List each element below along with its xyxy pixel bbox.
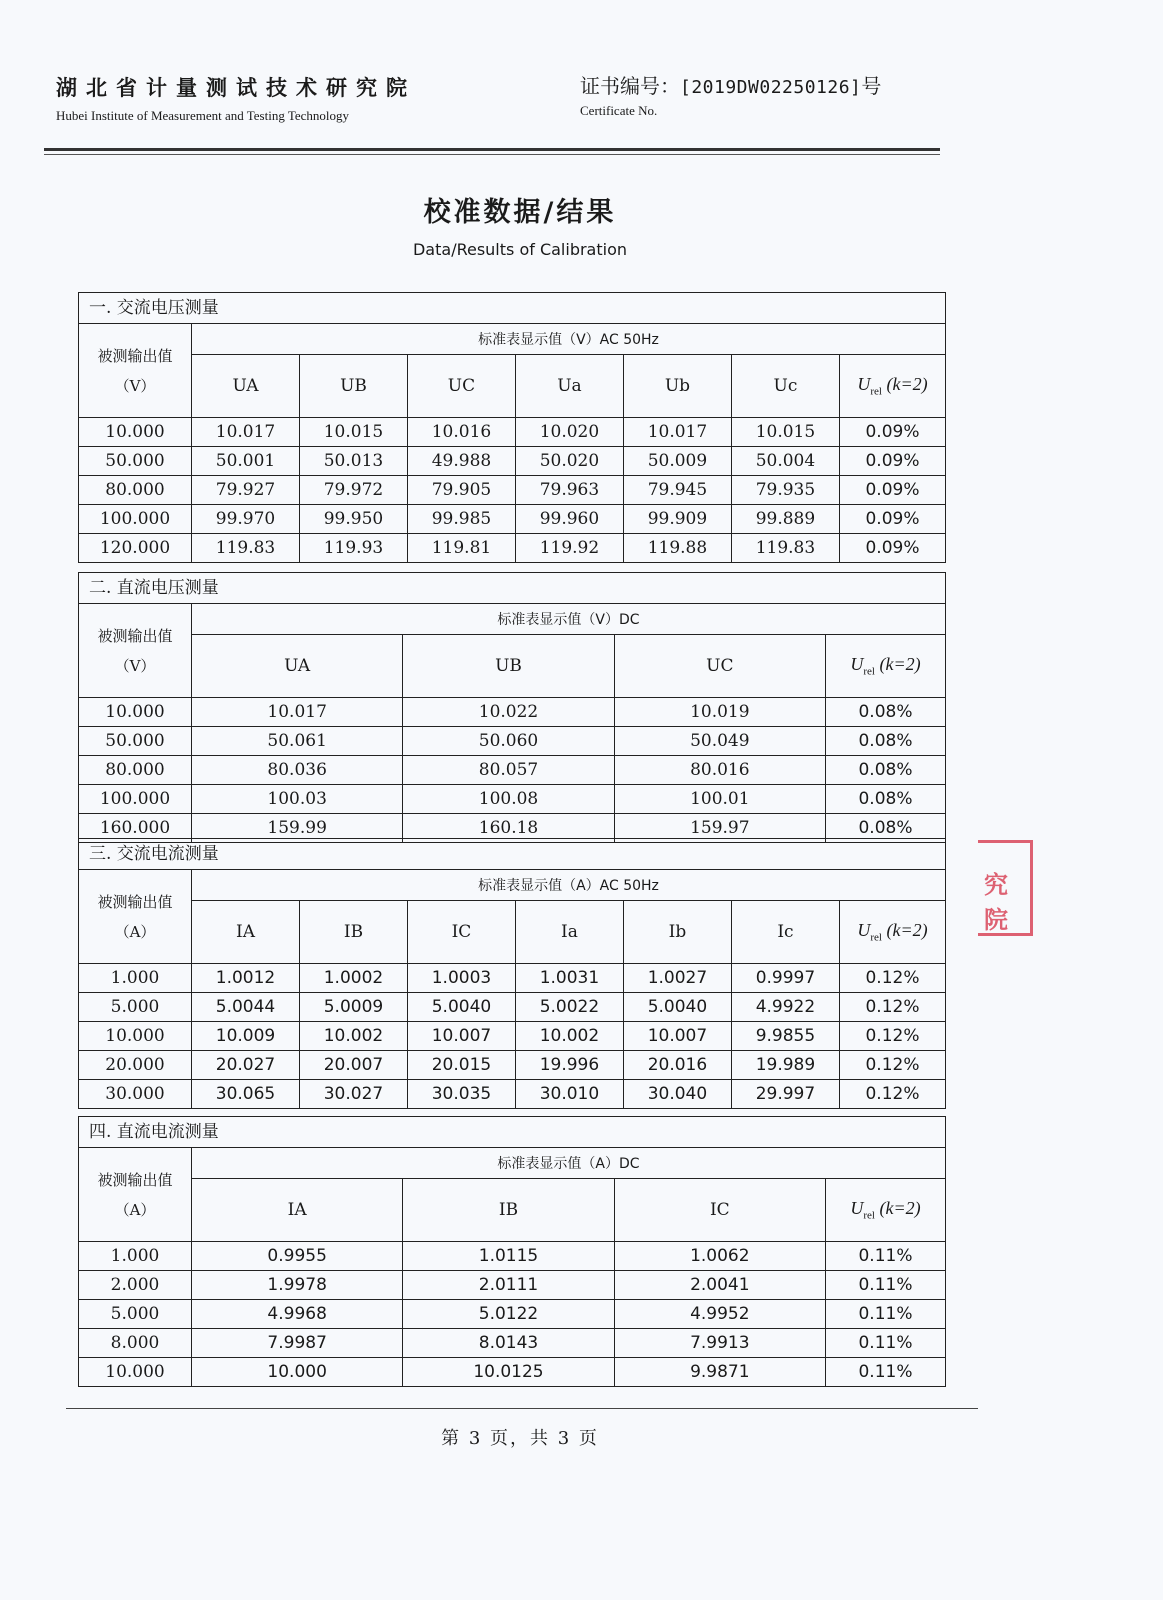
uncertainty-cell: 0.12% xyxy=(839,1080,945,1109)
reading-cell: 79.905 xyxy=(407,476,515,505)
row-header-cell: 被测输出值 （V） xyxy=(79,324,192,418)
reading-cell: 79.963 xyxy=(515,476,623,505)
reading-cell: 20.007 xyxy=(299,1051,407,1080)
reading-cell: 50.020 xyxy=(515,447,623,476)
reading-cell: 79.927 xyxy=(192,476,300,505)
nominal-value-cell: 30.000 xyxy=(79,1080,192,1109)
table-row xyxy=(79,1080,946,1109)
red-seal-stamp xyxy=(978,840,1033,936)
nominal-value-cell: 8.000 xyxy=(79,1329,192,1358)
reading-cell: 159.99 xyxy=(192,814,403,843)
reading-cell: 119.83 xyxy=(731,534,839,563)
column-header: UA xyxy=(192,635,403,698)
reading-cell: 10.002 xyxy=(299,1022,407,1051)
column-header: UB xyxy=(299,355,407,418)
ac-current-table xyxy=(78,869,946,1109)
reading-cell: 30.065 xyxy=(192,1080,300,1109)
reading-cell: 10.002 xyxy=(515,1022,623,1051)
reading-cell: 50.049 xyxy=(614,727,825,756)
reading-cell: 50.013 xyxy=(299,447,407,476)
reading-cell: 1.0002 xyxy=(299,964,407,993)
reading-cell: 5.0044 xyxy=(192,993,300,1022)
reading-cell: 10.022 xyxy=(403,698,614,727)
reading-cell: 80.057 xyxy=(403,756,614,785)
nominal-value-cell: 20.000 xyxy=(79,1051,192,1080)
column-header: UB xyxy=(403,635,614,698)
std-label: 标准表显示值（A）DC xyxy=(192,1148,946,1179)
column-header: IA xyxy=(192,901,300,964)
reading-cell: 10.017 xyxy=(623,418,731,447)
header-divider-thick xyxy=(44,148,940,151)
row-header-cell: 被测输出值 （A） xyxy=(79,870,192,964)
reading-cell: 50.004 xyxy=(731,447,839,476)
table-row xyxy=(79,476,946,505)
column-header: Ia xyxy=(515,901,623,964)
reading-cell: 99.960 xyxy=(515,505,623,534)
nominal-value-cell: 120.000 xyxy=(79,534,192,563)
urel-header: $U_{rel}$ (k=2) xyxy=(825,635,945,698)
reading-cell: 99.889 xyxy=(731,505,839,534)
reading-cell: 29.997 xyxy=(731,1080,839,1109)
uncertainty-cell: 0.12% xyxy=(839,1051,945,1080)
uncertainty-cell: 0.09% xyxy=(839,447,945,476)
reading-cell: 159.97 xyxy=(614,814,825,843)
reading-cell: 4.9922 xyxy=(731,993,839,1022)
reading-cell: 20.016 xyxy=(623,1051,731,1080)
nominal-value-cell: 5.000 xyxy=(79,993,192,1022)
section-dc-voltage xyxy=(78,572,946,843)
reading-cell: 5.0040 xyxy=(623,993,731,1022)
std-label: 标准表显示值（V）AC 50Hz xyxy=(192,324,946,355)
nominal-value-cell: 2.000 xyxy=(79,1271,192,1300)
nominal-value-cell: 50.000 xyxy=(79,727,192,756)
section-title: 四. 直流电流测量 xyxy=(78,1116,946,1147)
reading-cell: 5.0122 xyxy=(403,1300,614,1329)
reading-cell: 20.027 xyxy=(192,1051,300,1080)
nominal-value-cell: 100.000 xyxy=(79,505,192,534)
table-row xyxy=(79,993,946,1022)
uncertainty-cell: 0.08% xyxy=(825,727,945,756)
table-row xyxy=(79,505,946,534)
row-header-cell: 被测输出值 （A） xyxy=(79,1148,192,1242)
reading-cell: 80.016 xyxy=(614,756,825,785)
reading-cell: 10.017 xyxy=(192,418,300,447)
column-header: IC xyxy=(407,901,515,964)
column-header: Ic xyxy=(731,901,839,964)
uncertainty-cell: 0.08% xyxy=(825,785,945,814)
table-row xyxy=(79,1022,946,1051)
reading-cell: 119.83 xyxy=(192,534,300,563)
reading-cell: 2.0041 xyxy=(614,1271,825,1300)
reading-cell: 100.03 xyxy=(192,785,403,814)
reading-cell: 50.061 xyxy=(192,727,403,756)
reading-cell: 1.0027 xyxy=(623,964,731,993)
reading-cell: 1.9978 xyxy=(192,1271,403,1300)
reading-cell: 30.035 xyxy=(407,1080,515,1109)
column-header: UA xyxy=(192,355,300,418)
dc-current-table xyxy=(78,1147,946,1387)
uncertainty-cell: 0.11% xyxy=(825,1271,945,1300)
uncertainty-cell: 0.09% xyxy=(839,476,945,505)
uncertainty-cell: 0.09% xyxy=(839,418,945,447)
reading-cell: 30.027 xyxy=(299,1080,407,1109)
uncertainty-cell: 0.11% xyxy=(825,1329,945,1358)
reading-cell: 99.909 xyxy=(623,505,731,534)
reading-cell: 100.08 xyxy=(403,785,614,814)
table-row xyxy=(79,1051,946,1080)
reading-cell: 5.0040 xyxy=(407,993,515,1022)
uncertainty-cell: 0.08% xyxy=(825,814,945,843)
institute-name-cn: 湖北省计量测试技术研究院 xyxy=(56,76,416,100)
reading-cell: 79.945 xyxy=(623,476,731,505)
cert-number: [2019DW02250126] xyxy=(680,77,862,98)
column-header: Ua xyxy=(515,355,623,418)
reading-cell: 10.007 xyxy=(407,1022,515,1051)
section-title: 三. 交流电流测量 xyxy=(78,838,946,869)
std-label: 标准表显示值（V）DC xyxy=(192,604,946,635)
urel-header: $U_{rel}$ (k=2) xyxy=(839,901,945,964)
institute-name-en: Hubei Institute of Measurement and Testing Technology xyxy=(56,108,350,123)
dc-current-rows xyxy=(79,1242,946,1387)
std-label: 标准表显示值（A）AC 50Hz xyxy=(192,870,946,901)
reading-cell: 10.015 xyxy=(731,418,839,447)
cert-suffix: 号 xyxy=(861,74,882,98)
uncertainty-cell: 0.12% xyxy=(839,993,945,1022)
table-row xyxy=(79,756,946,785)
urel-header: $U_{rel}$ (k=2) xyxy=(839,355,945,418)
nominal-value-cell: 100.000 xyxy=(79,785,192,814)
nominal-value-cell: 10.000 xyxy=(79,1358,192,1387)
uncertainty-cell: 0.08% xyxy=(825,698,945,727)
cert-label-en: Certificate No. xyxy=(580,103,658,118)
reading-cell: 30.040 xyxy=(623,1080,731,1109)
section-title: 一. 交流电压测量 xyxy=(78,292,946,323)
uncertainty-cell: 0.11% xyxy=(825,1358,945,1387)
section-ac-voltage xyxy=(78,292,946,563)
reading-cell: 119.92 xyxy=(515,534,623,563)
nominal-value-cell: 10.000 xyxy=(79,1022,192,1051)
nominal-value-cell: 80.000 xyxy=(79,756,192,785)
reading-cell: 10.007 xyxy=(623,1022,731,1051)
section-dc-current xyxy=(78,1116,946,1387)
reading-cell: 79.935 xyxy=(731,476,839,505)
reading-cell: 2.0111 xyxy=(403,1271,614,1300)
nominal-value-cell: 1.000 xyxy=(79,964,192,993)
reading-cell: 10.020 xyxy=(515,418,623,447)
table-row xyxy=(79,534,946,563)
reading-cell: 19.989 xyxy=(731,1051,839,1080)
reading-cell: 9.9871 xyxy=(614,1358,825,1387)
footer-divider xyxy=(66,1408,978,1409)
uncertainty-cell: 0.11% xyxy=(825,1242,945,1271)
nominal-value-cell: 10.000 xyxy=(79,418,192,447)
nominal-value-cell: 160.000 xyxy=(79,814,192,843)
column-header: UC xyxy=(407,355,515,418)
column-header: Uc xyxy=(731,355,839,418)
reading-cell: 0.9997 xyxy=(731,964,839,993)
column-header: IA xyxy=(192,1179,403,1242)
reading-cell: 30.010 xyxy=(515,1080,623,1109)
ac-current-rows xyxy=(79,964,946,1109)
nominal-value-cell: 5.000 xyxy=(79,1300,192,1329)
dc-voltage-rows xyxy=(79,698,946,843)
page-number: 第 3 页，共 3 页 xyxy=(441,1428,599,1449)
column-header: IB xyxy=(403,1179,614,1242)
column-header: Ib xyxy=(623,901,731,964)
reading-cell: 10.0125 xyxy=(403,1358,614,1387)
ac-voltage-table xyxy=(78,323,946,563)
reading-cell: 10.016 xyxy=(407,418,515,447)
nominal-value-cell: 10.000 xyxy=(79,698,192,727)
reading-cell: 49.988 xyxy=(407,447,515,476)
reading-cell: 50.009 xyxy=(623,447,731,476)
uncertainty-cell: 0.12% xyxy=(839,964,945,993)
urel-header: $U_{rel}$ (k=2) xyxy=(825,1179,945,1242)
reading-cell: 5.0022 xyxy=(515,993,623,1022)
column-header: IB xyxy=(299,901,407,964)
page-title-cn: 校准数据/结果 xyxy=(423,197,617,228)
reading-cell: 119.88 xyxy=(623,534,731,563)
nominal-value-cell: 80.000 xyxy=(79,476,192,505)
column-header: IC xyxy=(614,1179,825,1242)
reading-cell: 119.93 xyxy=(299,534,407,563)
reading-cell: 1.0003 xyxy=(407,964,515,993)
reading-cell: 4.9968 xyxy=(192,1300,403,1329)
row-header-cell: 被测输出值 （V） xyxy=(79,604,192,698)
table-row xyxy=(79,447,946,476)
table-row xyxy=(79,1242,946,1271)
reading-cell: 99.985 xyxy=(407,505,515,534)
reading-cell: 19.996 xyxy=(515,1051,623,1080)
reading-cell: 10.015 xyxy=(299,418,407,447)
header-divider-thin xyxy=(44,154,940,155)
nominal-value-cell: 50.000 xyxy=(79,447,192,476)
reading-cell: 80.036 xyxy=(192,756,403,785)
reading-cell: 7.9987 xyxy=(192,1329,403,1358)
table-row xyxy=(79,727,946,756)
table-row xyxy=(79,964,946,993)
dc-voltage-table xyxy=(78,603,946,843)
reading-cell: 50.001 xyxy=(192,447,300,476)
reading-cell: 119.81 xyxy=(407,534,515,563)
uncertainty-cell: 0.09% xyxy=(839,534,945,563)
certificate-number-line xyxy=(580,70,881,99)
reading-cell: 5.0009 xyxy=(299,993,407,1022)
stamp-text: 究院 xyxy=(984,871,1008,934)
reading-cell: 99.970 xyxy=(192,505,300,534)
reading-cell: 1.0062 xyxy=(614,1242,825,1271)
column-header: Ub xyxy=(623,355,731,418)
reading-cell: 79.972 xyxy=(299,476,407,505)
certificate-number-block xyxy=(580,70,881,119)
reading-cell: 100.01 xyxy=(614,785,825,814)
cert-label: 证书编号： xyxy=(580,74,680,98)
reading-cell: 50.060 xyxy=(403,727,614,756)
reading-cell: 1.0115 xyxy=(403,1242,614,1271)
ac-voltage-rows xyxy=(79,418,946,563)
nominal-value-cell: 1.000 xyxy=(79,1242,192,1271)
reading-cell: 8.0143 xyxy=(403,1329,614,1358)
table-row xyxy=(79,1329,946,1358)
uncertainty-cell: 0.11% xyxy=(825,1300,945,1329)
table-row xyxy=(79,1300,946,1329)
uncertainty-cell: 0.09% xyxy=(839,505,945,534)
section-ac-current xyxy=(78,838,946,1109)
reading-cell: 7.9913 xyxy=(614,1329,825,1358)
column-header: UC xyxy=(614,635,825,698)
reading-cell: 20.015 xyxy=(407,1051,515,1080)
reading-cell: 160.18 xyxy=(403,814,614,843)
table-row xyxy=(79,1271,946,1300)
uncertainty-cell: 0.08% xyxy=(825,756,945,785)
uncertainty-cell: 0.12% xyxy=(839,1022,945,1051)
table-row xyxy=(79,698,946,727)
table-row xyxy=(79,785,946,814)
section-title: 二. 直流电压测量 xyxy=(78,572,946,603)
reading-cell: 99.950 xyxy=(299,505,407,534)
reading-cell: 1.0031 xyxy=(515,964,623,993)
reading-cell: 10.009 xyxy=(192,1022,300,1051)
table-row xyxy=(79,1358,946,1387)
reading-cell: 4.9952 xyxy=(614,1300,825,1329)
institute-header xyxy=(56,72,416,124)
reading-cell: 10.000 xyxy=(192,1358,403,1387)
page-title-en: Data/Results of Calibration xyxy=(412,240,627,259)
reading-cell: 9.9855 xyxy=(731,1022,839,1051)
reading-cell: 1.0012 xyxy=(192,964,300,993)
reading-cell: 0.9955 xyxy=(192,1242,403,1271)
reading-cell: 10.019 xyxy=(614,698,825,727)
table-row xyxy=(79,418,946,447)
reading-cell: 10.017 xyxy=(192,698,403,727)
